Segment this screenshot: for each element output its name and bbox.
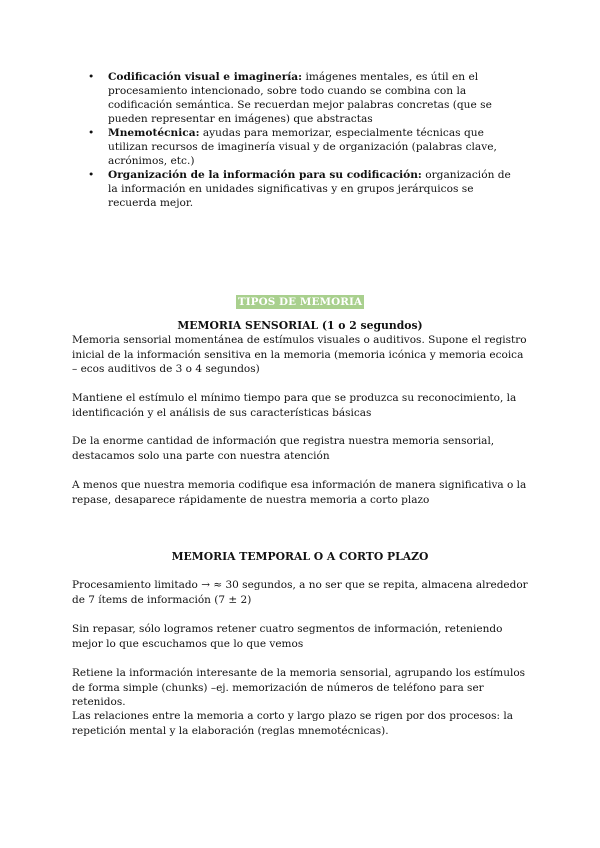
list-item xyxy=(88,168,520,210)
bullet-term: Codificación visual e imaginería: xyxy=(108,71,303,83)
paragraph: De la enorme cantidad de información que registra nuestra memoria sensorial, destacamos solo una parte con nuestra atención xyxy=(72,435,495,462)
paragraph: Procesamiento limitado → ≈ 30 segundos, a no ser que se repita, almacena alrededor de 7 ítems de información (7 ± 2) xyxy=(72,579,528,606)
list-item xyxy=(88,70,520,126)
bullet-icon: • xyxy=(88,169,95,181)
bullet-list xyxy=(88,70,520,210)
bullet-icon: • xyxy=(88,71,95,83)
temporal-heading: MEMORIA TEMPORAL O A CORTO PLAZO xyxy=(171,550,429,563)
bullet-term: Organización de la información para su codificación: xyxy=(108,169,422,181)
bullet-icon: • xyxy=(88,127,95,139)
paragraph: Sin repasar, sólo logramos retener cuatro segmentos de información, reteniendo mejor lo que escuchamos que lo que vemos xyxy=(72,623,503,650)
sensorial-heading: MEMORIA SENSORIAL (1 o 2 segundos) xyxy=(177,319,423,332)
paragraph: Las relaciones entre la memoria a corto y largo plazo se rigen por dos procesos: la repetición mental y la elaboración (reglas mnemotécnicas). xyxy=(72,710,514,737)
paragraph: A menos que nuestra memoria codifique esa información de manera significativa o la repase, desaparece rápidamente de nuestra memoria a corto plazo xyxy=(72,479,527,506)
bullet-term: Mnemotécnica: xyxy=(108,127,200,139)
paragraph: Retiene la información interesante de la memoria sensorial, agrupando los estímulos de forma simple (chunks) –ej. memorización de números de teléfono para ser retenidos. xyxy=(72,667,526,708)
paragraph: Memoria sensorial momentánea de estímulos visuales o auditivos. Supone el registro inicial de la información sensitiva en la memoria (memoria icónica y memoria ecoica – ecos auditivos de 3 o 4 segundos) xyxy=(72,334,527,375)
bullet-text: ayudas para memorizar, especialmente técnicas que utilizan recursos de imaginería visual y de organización (palabras clave, acrónimos, etc.) xyxy=(108,127,497,167)
section-title-wrap xyxy=(0,290,600,309)
section-title: TIPOS DE MEMORIA xyxy=(237,296,363,308)
bullet-text: imágenes mentales, es útil en el procesamiento intencionado, sobre todo cuando se combina con la codificación semántica. Se recuerdan mejor palabras concretas (que se pueden representar en imágenes) que abstractas xyxy=(108,71,492,125)
bullet-text: organización de la información en unidades significativas y en grupos jerárquicos se recuerda mejor. xyxy=(108,169,511,209)
paragraph: Mantiene el estímulo el mínimo tiempo para que se produzca su reconocimiento, la identificación y el análisis de sus características básicas xyxy=(72,392,517,419)
list-item xyxy=(88,126,520,168)
